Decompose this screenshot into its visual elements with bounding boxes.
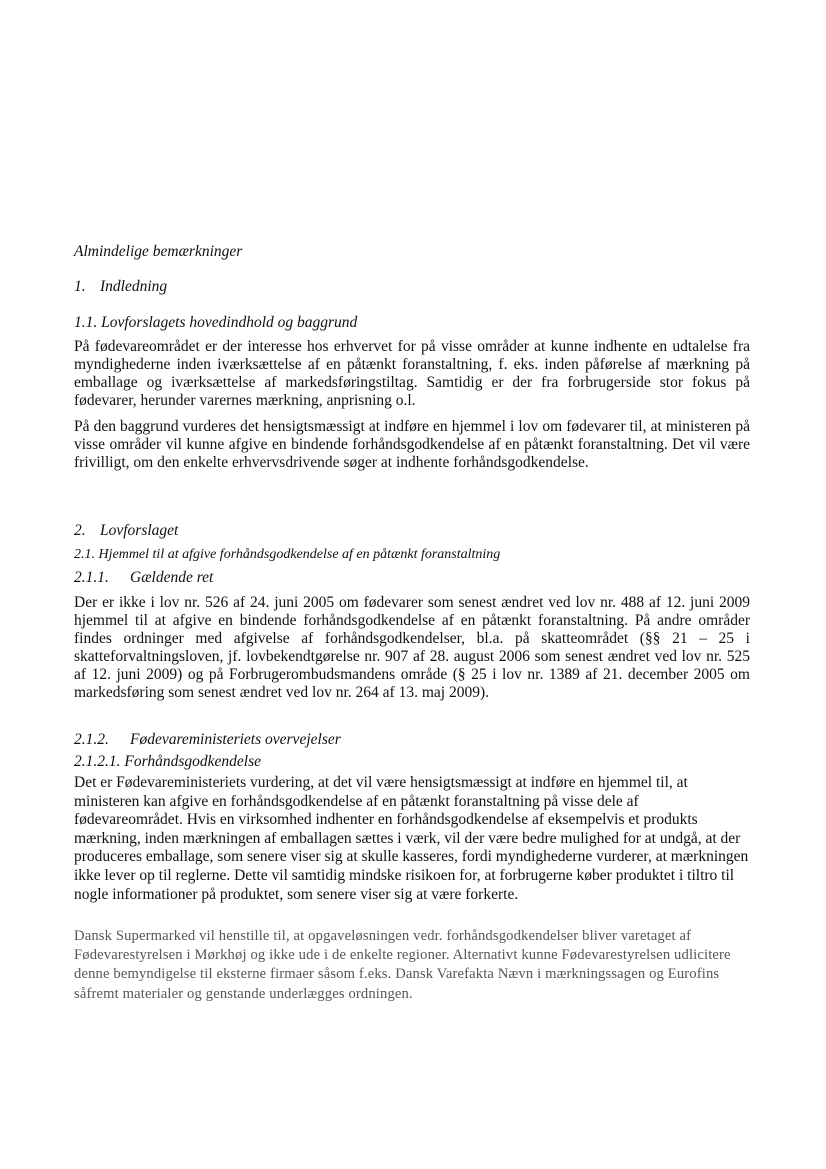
- section-1-heading: [74, 277, 750, 297]
- section-2-1-1-paragraph: Der er ikke i lov nr. 526 af 24. juni 2005 om fødevarer som senest ændret ved lov nr. 488 af 12. juni 2009 hjemmel til at afgive en bindende forhåndsgodkendelse af en påtænkt foranstaltning. På andre områder findes ordninger med afgivelse af forhåndsgodkendelser, bl.a. på skatteområdet (§§ 21 – 25 i skatteforvaltningsloven, jf. lovbekendtgørelse nr. 907 af 28. august 2006 som senest ændret ved lov nr. 525 af 12. juni 2009) og på Forbrugerombudsmandens område (§ 25 i lov nr. 1389 af 21. december 2005 om markedsføring som senest ændret ved lov nr. 264 af 13. maj 2009).: [74, 594, 750, 701]
- section-title: Indledning: [100, 278, 168, 295]
- section-2-1-heading: 2.1. Hjemmel til at afgive forhåndsgodkendelse af en påtænkt foranstaltning: [74, 547, 501, 562]
- section-2-1-1-heading: [74, 568, 750, 588]
- section-number: 2.1.2.: [74, 731, 109, 748]
- section-1-1-paragraph-1: På fødevareområdet er der interesse hos erhvervet for på visse områder at kunne indhente en udtalelse fra myndighederne inden iværksættelse af en påtænkt foranstaltning, f. eks. inden påførelse af mærkning på emballage og iværksættelse af markedsføringstiltag. Samtidig er der fra forbrugerside stor fokus på fødevarer, herunder varernes mærkning, anprisning o.l.: [74, 338, 750, 409]
- section-number: 1.: [74, 278, 86, 295]
- section-2-1-2-1-heading: 2.1.2.1. Forhåndsgodkendelse: [74, 753, 261, 770]
- general-remarks-heading: Almindelige bemærkninger: [74, 243, 243, 260]
- section-2-1-2-heading: [74, 730, 750, 750]
- section-2-heading: [74, 521, 750, 541]
- section-number: 2.: [74, 522, 86, 539]
- section-title: Gældende ret: [130, 569, 214, 586]
- section-1-1-paragraph-2: På den baggrund vurderes det hensigtsmæssigt at indføre en hjemmel i lov om fødevarer til, at ministeren på visse områder vil kunne afgive en bindende forhåndsgodkendelse af en påtænkt foranstaltning. Det vil være frivilligt, om den enkelte erhvervsdrivende søger at indhente forhåndsgodkendelse.: [74, 418, 750, 471]
- inserted-comment: Dansk Supermarked vil henstille til, at opgaveløsningen vedr. forhåndsgodkendelser bliver varetaget af Fødevarestyrelsen i Mørkhøj og ikke ude i de enkelte regioner. Alternativt kunne Fødevarestyrelsen udlicitere denne bemyndigelse til eksterne firmaer såsom f.eks. Dansk Varefakta Nævn i mærkningssagen og Eurofins såfremt materialer og genstande underlægges ordningen.: [74, 928, 731, 1002]
- section-1-1-heading: 1.1. Lovforslagets hovedindhold og baggrund: [74, 314, 358, 331]
- section-number: 2.1.1.: [74, 569, 109, 586]
- section-title: Fødevareministeriets overvejelser: [130, 731, 341, 748]
- section-title: Lovforslaget: [100, 522, 179, 539]
- section-2-1-2-1-paragraph: Det er Fødevareministeriets vurdering, at det vil være hensigtsmæssigt at indføre en hjemmel til, at ministeren kan afgive en forhåndsgodkendelse af en påtænkt foranstaltning på visse dele af fødevareområdet. Hvis en virksomhed indhenter en forhåndsgodkendelse af eksempelvis et produkts mærkning, inden mærkningen af emballagen sættes i værk, vil der være bedre mulighed for at undgå, at der produceres emballage, som senere viser sig at skulle kasseres, fordi myndighederne vurderer, at mærkningen ikke lever op til reglerne. Dette vil samtidig mindske risikoen for, at forbrugerne køber produktet i tiltro til nogle informationer på produktet, som senere viser sig at være forkerte.: [74, 774, 749, 903]
